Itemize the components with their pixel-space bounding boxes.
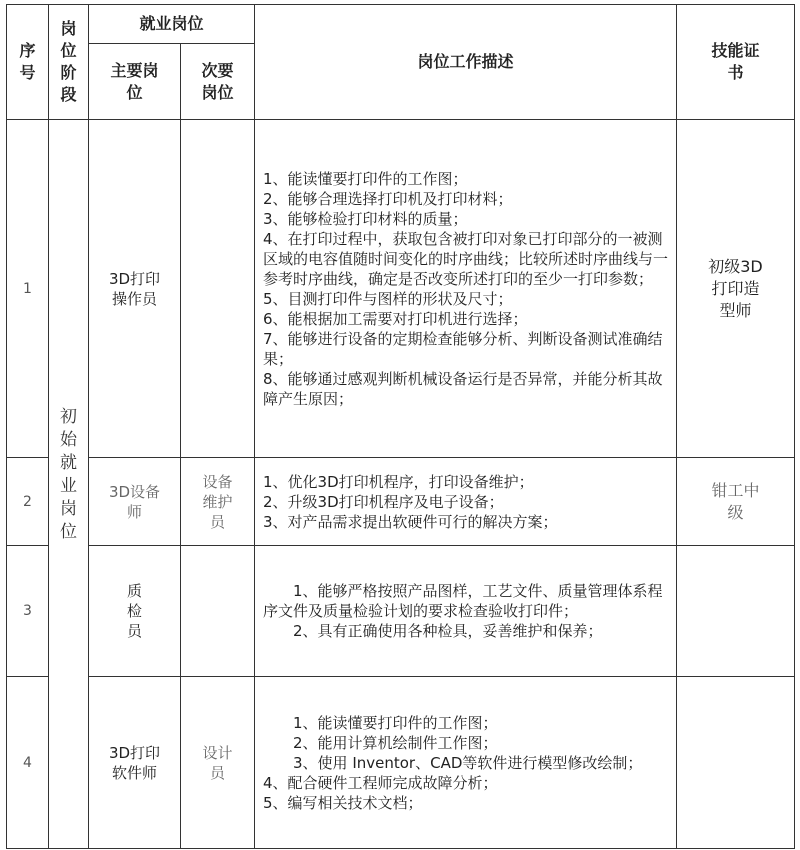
- header-row: [7, 5, 795, 44]
- secondary-job-cell: [181, 458, 255, 546]
- secondary-job-line: 员: [210, 763, 226, 782]
- stage-char: 就: [60, 453, 77, 473]
- description-item: 8、能够通过感观判断机械设备运行是否异常，并能分析其故障产生原因；: [263, 369, 663, 408]
- job-positions-table: [6, 4, 795, 849]
- header-job-group: 就业岗位: [89, 5, 255, 44]
- secondary-job-cell: [181, 677, 255, 849]
- stage-char: 初: [60, 407, 77, 427]
- secondary-job-cell: [181, 546, 255, 677]
- header-description: 岗位工作描述: [255, 5, 677, 120]
- header-seq-line: 序: [19, 41, 36, 60]
- certificate-cell: [677, 458, 795, 546]
- main-job-line: 软件师: [111, 763, 157, 782]
- header-secondary-job-line: 次要: [201, 60, 234, 80]
- description-cell: [255, 677, 677, 849]
- row-seq: 4: [7, 677, 49, 849]
- stage-char: 业: [60, 476, 77, 496]
- description-item: 1、能够严格按照产品图样，工艺文件、质量管理体系程序文件及质量检验计划的要求检查验收打印件；: [263, 582, 663, 620]
- description-item: 6、能根据加工需要对打印机进行选择；: [263, 309, 528, 328]
- main-job-line: 操作员: [111, 289, 157, 308]
- header-main-job-line: 主要岗: [110, 60, 159, 80]
- description-cell: [255, 546, 677, 677]
- secondary-job-line: 维护: [202, 492, 233, 511]
- description-item: 3、使用 Inventor、CAD等软件进行模型修改绘制；: [293, 753, 643, 772]
- description-item: 5、编写相关技术文档；: [263, 793, 423, 812]
- description-item: 4、在打印过程中，获取包含被打印对象已打印部分的一被测区域的电容值随时间变化的时序曲线；比较所述时序曲线与一参考时序曲线，确定是否改变所述打印的至少一打印参数；: [263, 229, 669, 288]
- header-secondary-job-line: 岗位: [201, 82, 234, 102]
- row-seq: 3: [7, 546, 49, 677]
- description-item: 3、能够检验打印材料的质量；: [263, 209, 468, 228]
- description-item: 1、能读懂要打印件的工作图；: [293, 713, 498, 732]
- description-item: 1、优化3D打印机程序，打印设备维护；: [263, 472, 534, 491]
- main-job-line: 3D打印: [108, 269, 161, 288]
- description-item: 1、能读懂要打印件的工作图；: [263, 169, 468, 188]
- table-row: [7, 546, 795, 677]
- stage-char: 岗: [60, 499, 77, 519]
- header-stage: [49, 5, 89, 120]
- description-item: 2、具有正确使用各种检具，妥善维护和保养；: [293, 622, 603, 640]
- certificate-cell: [677, 120, 795, 458]
- certificate-line: 型师: [719, 300, 752, 320]
- row-seq: 1: [7, 120, 49, 458]
- main-job-line: 质: [126, 582, 142, 600]
- table-row: [7, 120, 795, 458]
- secondary-job-cell: [181, 120, 255, 458]
- description-item: 4、配合硬件工程师完成故障分析；: [263, 773, 498, 792]
- certificate-line: 初级3D: [708, 256, 763, 276]
- certificate-line: 打印造: [711, 278, 760, 298]
- main-job-line: 师: [126, 502, 142, 521]
- header-seq-line: 号: [19, 63, 36, 82]
- header-stage-line: 位: [60, 41, 77, 60]
- certificate-line: 钳工中: [711, 480, 760, 500]
- stage-cell: [49, 120, 89, 849]
- description-item: 2、能用计算机绘制件工作图；: [293, 733, 498, 752]
- description-item: 2、升级3D打印机程序及电子设备；: [263, 492, 504, 511]
- header-stage-line: 阶: [60, 63, 77, 82]
- main-job-cell: [89, 120, 181, 458]
- secondary-job-line: 设计: [202, 743, 233, 762]
- description-item: 5、目测打印件与图样的形状及尺寸；: [263, 289, 513, 308]
- description-item: 7、能够进行设备的定期检查能够分析、判断设备测试准确结果；: [263, 329, 663, 368]
- table-row: [7, 677, 795, 849]
- description-item: 2、能够合理选择打印机及打印材料；: [263, 189, 513, 208]
- main-job-line: 3D打印: [108, 743, 161, 762]
- header-seq: [7, 5, 49, 120]
- header-main-job: [89, 44, 181, 120]
- header-certificate-line: 技能证: [711, 41, 760, 60]
- secondary-job-line: 设备: [202, 472, 233, 491]
- certificate-line: 级: [727, 502, 744, 522]
- main-job-cell: [89, 458, 181, 546]
- stage-char: 位: [60, 522, 77, 542]
- description-cell: [255, 458, 677, 546]
- certificate-cell: [677, 677, 795, 849]
- header-certificate-line: 书: [727, 63, 744, 82]
- main-job-cell: [89, 677, 181, 849]
- secondary-job-line: 员: [210, 512, 226, 531]
- header-stage-line: 段: [60, 85, 77, 104]
- description-item: 3、对产品需求提出软硬件可行的解决方案；: [263, 512, 558, 531]
- header-certificate: [677, 5, 795, 120]
- header-secondary-job: [181, 44, 255, 120]
- row-seq: 2: [7, 458, 49, 546]
- certificate-cell: [677, 546, 795, 677]
- main-job-line: 检: [126, 602, 142, 620]
- main-job-line: 3D设备: [108, 482, 161, 501]
- header-main-job-line: 位: [126, 82, 143, 102]
- description-cell: [255, 120, 677, 458]
- header-stage-line: 岗: [60, 19, 77, 38]
- main-job-cell: [89, 546, 181, 677]
- table-row: [7, 458, 795, 546]
- main-job-line: 员: [126, 622, 142, 640]
- stage-char: 始: [60, 430, 77, 450]
